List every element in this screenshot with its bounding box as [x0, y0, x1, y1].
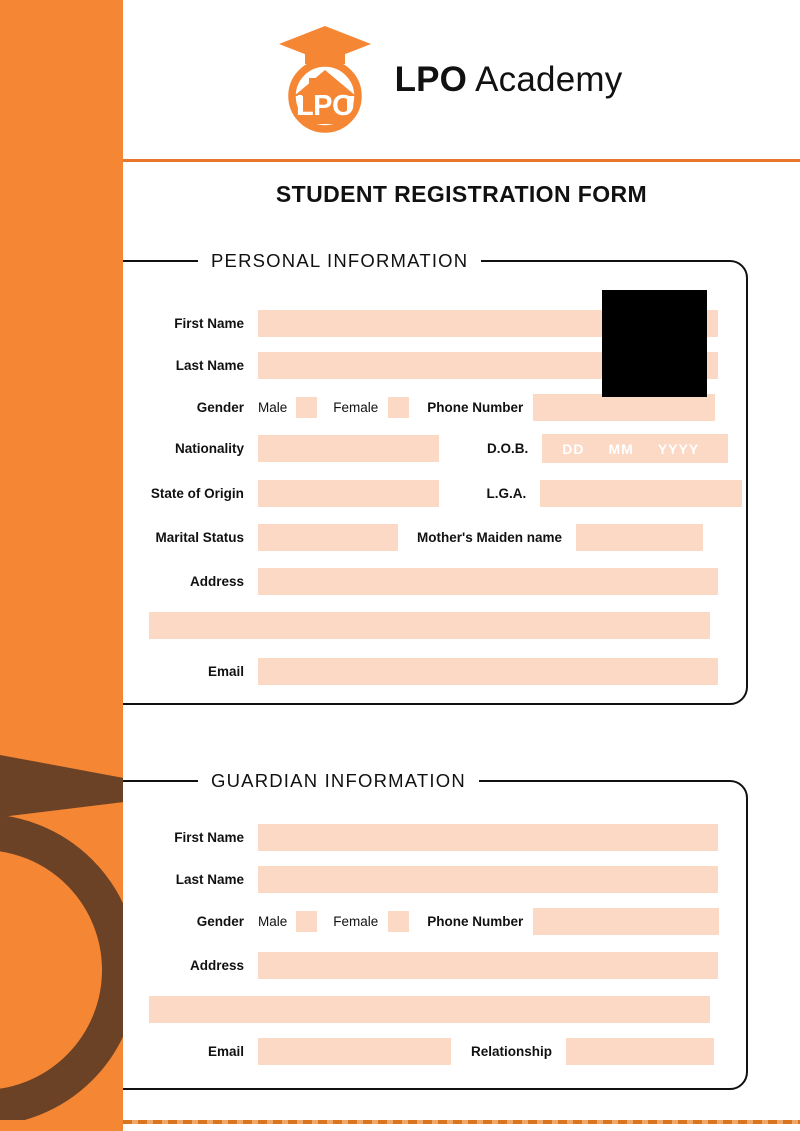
guardian-first-name-input[interactable] [258, 824, 718, 851]
email-input[interactable] [258, 658, 718, 685]
page-title: STUDENT REGISTRATION FORM [275, 181, 648, 207]
guardian-information-section [100, 770, 748, 1090]
header-divider [123, 159, 800, 162]
row-guardian-email-relationship [132, 1038, 742, 1065]
nationality-input[interactable] [258, 435, 439, 462]
guardian-gender-male-checkbox[interactable] [296, 911, 317, 932]
dob-day-placeholder: DD [562, 440, 585, 457]
left-accent-bar [0, 0, 123, 1131]
svg-text:LPO: LPO [295, 90, 354, 122]
guardian-address-line2-input[interactable] [149, 996, 710, 1023]
gender-female-checkbox[interactable] [388, 397, 409, 418]
row-address-line2 [149, 612, 759, 639]
guardian-phone-number-input[interactable] [533, 908, 719, 935]
guardian-gender-male-label: Male [258, 914, 288, 929]
gender-male-checkbox[interactable] [296, 397, 317, 418]
row-guardian-address [132, 952, 742, 979]
guardian-gender-label: Gender [196, 914, 244, 929]
gender-female-label: Female [333, 400, 379, 415]
guardian-gender-female-label: Female [333, 914, 379, 929]
relationship-label: Relationship [471, 1044, 553, 1059]
marital-status-input[interactable] [258, 524, 398, 551]
dob-year-placeholder: YYYY [657, 440, 700, 457]
row-guardian-gender-phone [132, 908, 742, 935]
lga-label: L.G.A. [486, 486, 527, 501]
guardian-email-label: Email [207, 1044, 244, 1059]
guardian-first-name-label: First Name [174, 830, 244, 845]
state-of-origin-input[interactable] [258, 480, 439, 507]
dob-input-group[interactable] [542, 434, 728, 463]
guardian-last-name-input[interactable] [258, 866, 718, 893]
address-line2-input[interactable] [149, 612, 710, 639]
row-address [132, 568, 742, 595]
brand-name-light: Academy [475, 60, 623, 99]
brand [277, 24, 623, 136]
graduation-cap-house-logo [277, 24, 373, 136]
page-header [123, 0, 800, 160]
brand-name-bold: LPO [394, 60, 468, 99]
footer-divider [123, 1120, 800, 1124]
mothers-maiden-name-label: Mother's Maiden name [417, 530, 562, 545]
gender-label: Gender [196, 400, 244, 415]
relationship-input[interactable] [566, 1038, 714, 1065]
address-input[interactable] [258, 568, 718, 595]
state-of-origin-label: State of Origin [150, 486, 244, 501]
row-email [132, 658, 742, 685]
brand-name [395, 60, 623, 100]
row-gender-phone [132, 394, 742, 421]
phone-number-label: Phone Number [427, 400, 524, 415]
last-name-label: Last Name [175, 358, 244, 373]
guardian-email-input[interactable] [258, 1038, 451, 1065]
guardian-section-legend: GUARDIAN INFORMATION [198, 770, 479, 792]
email-label: Email [207, 664, 244, 679]
nationality-label: Nationality [174, 441, 244, 456]
mothers-maiden-name-input[interactable] [576, 524, 703, 551]
phone-number-input[interactable] [533, 394, 715, 421]
dob-month-placeholder: MM [608, 440, 634, 457]
row-guardian-last-name [132, 866, 732, 893]
guardian-phone-number-label: Phone Number [427, 914, 524, 929]
guardian-address-input[interactable] [258, 952, 718, 979]
row-marital-maiden [132, 524, 742, 551]
personal-section-legend: PERSONAL INFORMATION [198, 250, 481, 272]
row-nationality-dob [132, 434, 742, 463]
guardian-gender-female-checkbox[interactable] [388, 911, 409, 932]
gender-male-label: Male [258, 400, 288, 415]
address-label: Address [189, 574, 244, 589]
guardian-address-label: Address [189, 958, 244, 973]
row-state-lga [132, 480, 742, 507]
row-guardian-first-name [132, 824, 732, 851]
guardian-last-name-label: Last Name [175, 872, 244, 887]
lga-input[interactable] [540, 480, 742, 507]
dob-label: D.O.B. [487, 441, 529, 456]
passport-photo-box[interactable] [602, 290, 707, 397]
first-name-label: First Name [174, 316, 244, 331]
marital-status-label: Marital Status [155, 530, 244, 545]
logo-watermark-icon [0, 690, 123, 1120]
row-guardian-address-line2 [149, 996, 759, 1023]
